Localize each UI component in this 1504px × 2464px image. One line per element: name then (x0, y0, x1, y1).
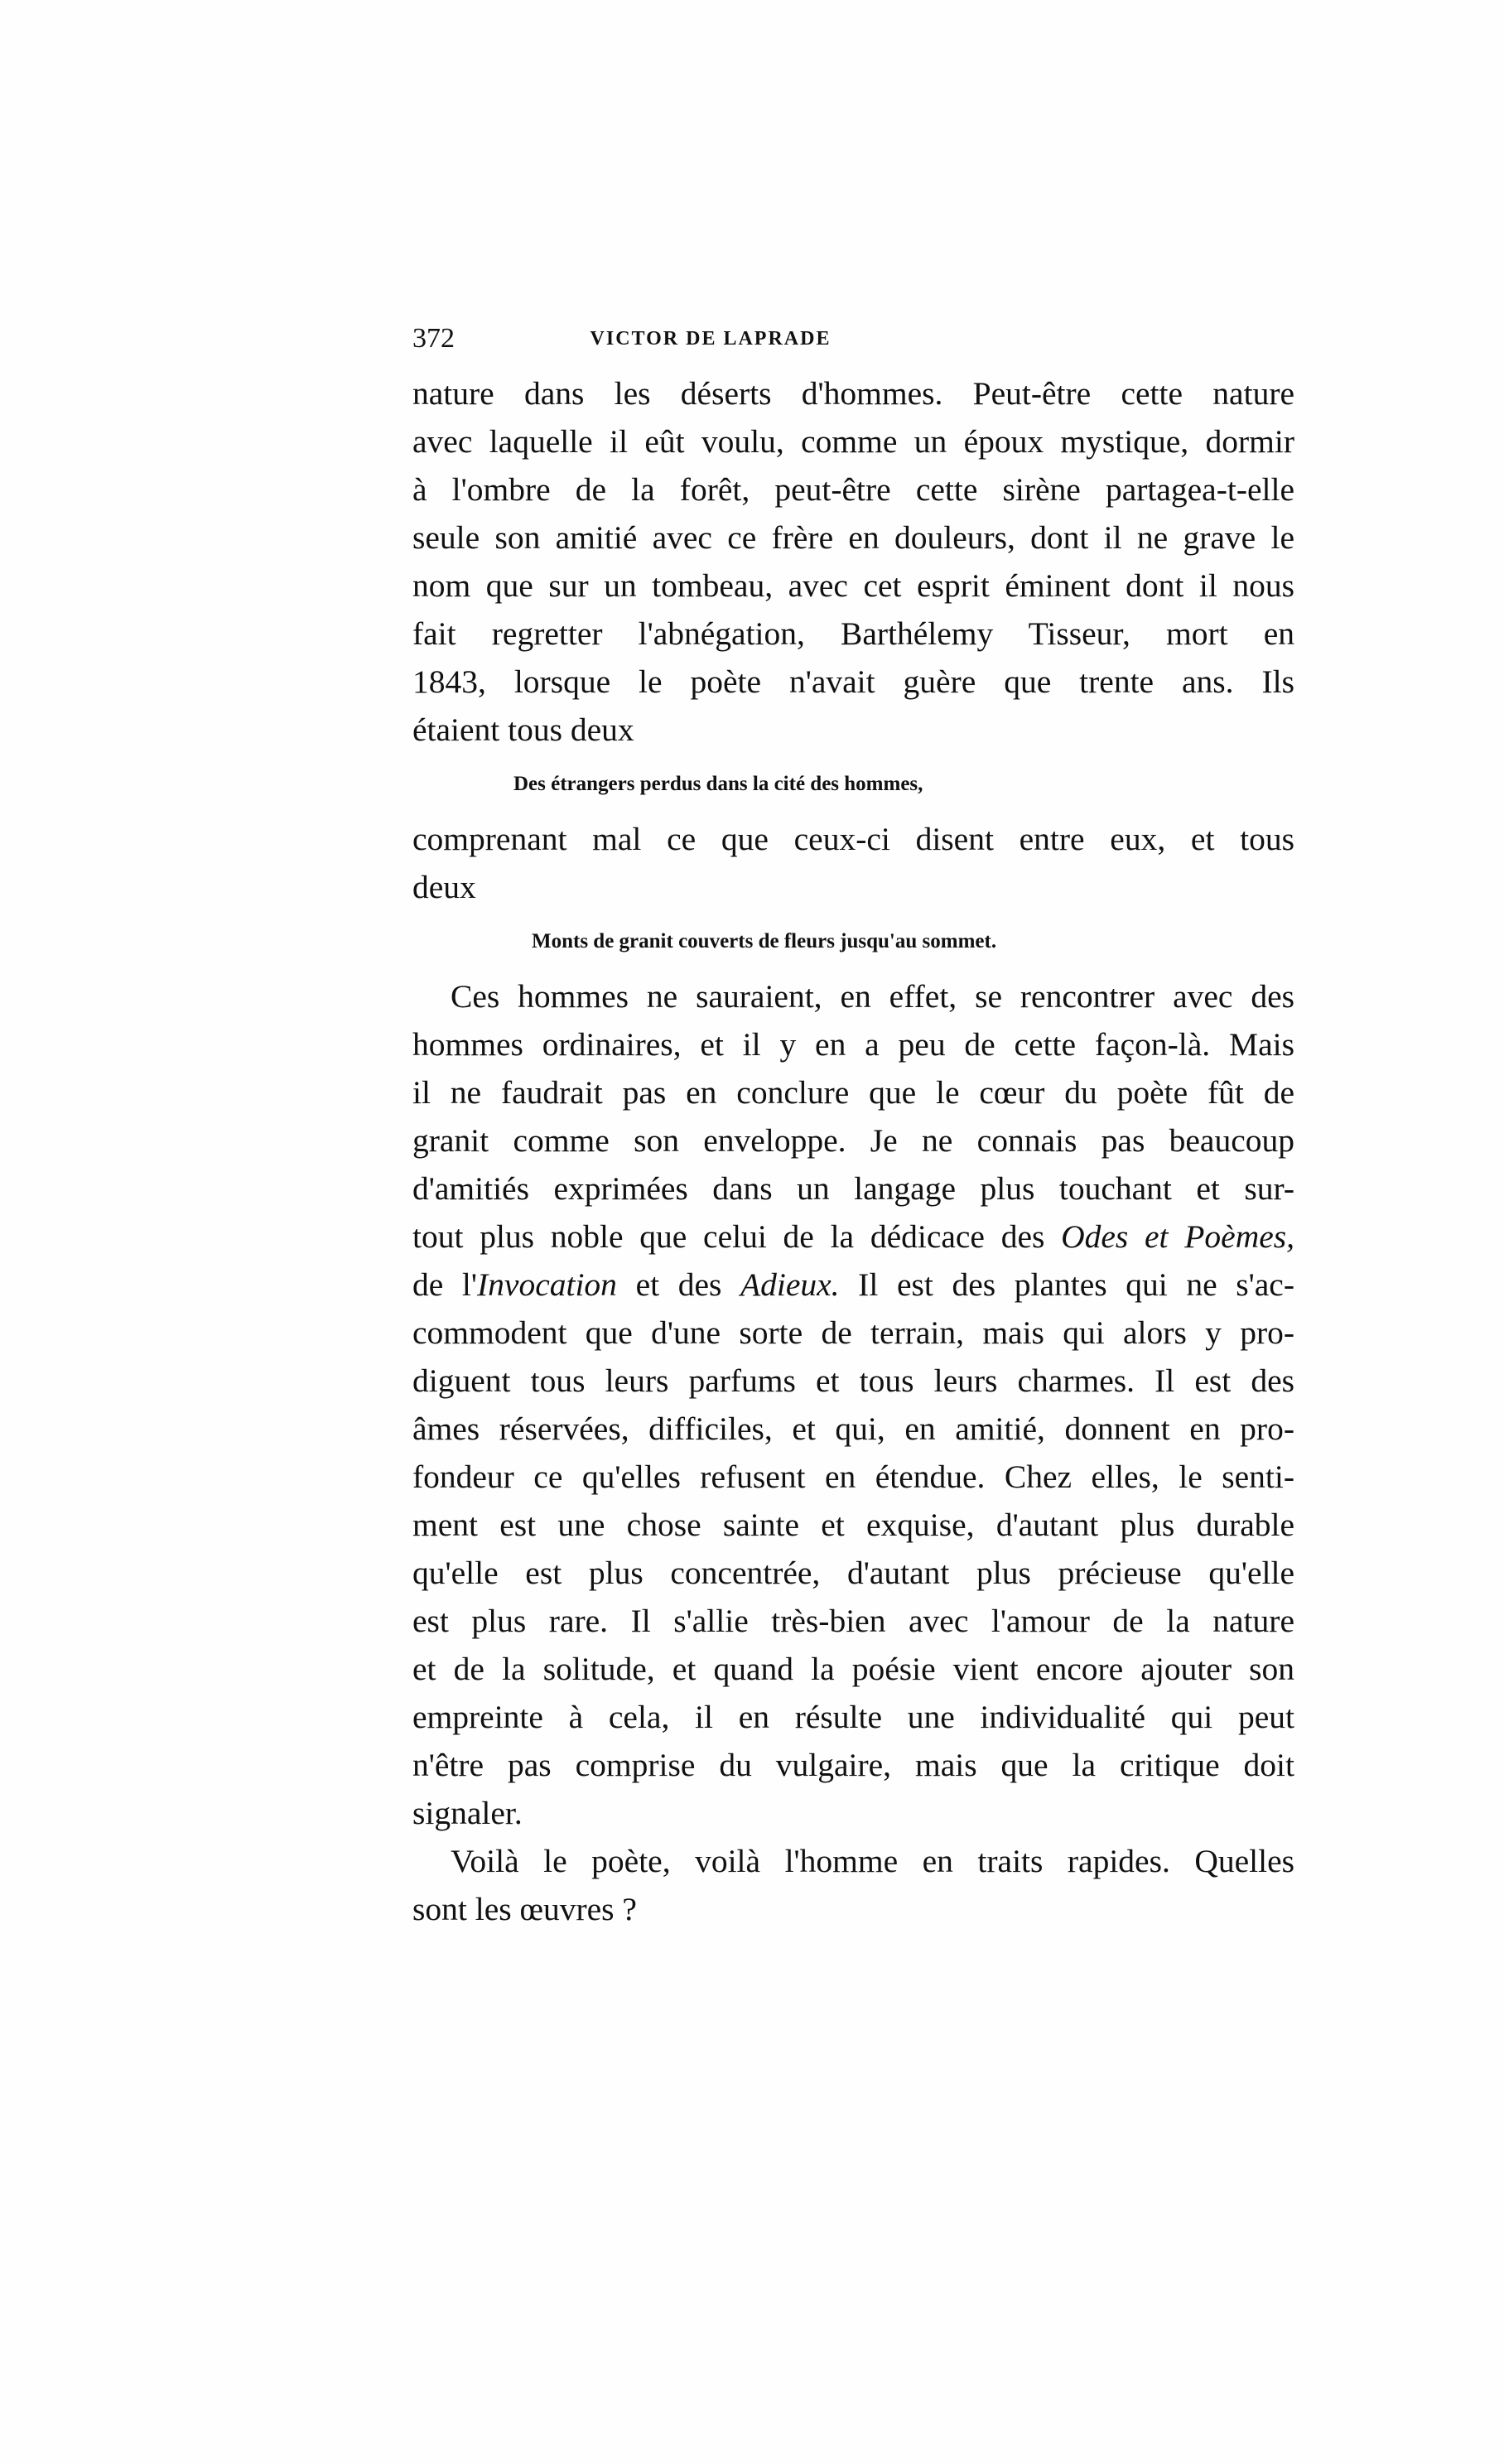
text-line: est plus rare. Il s'allie très-bien avec l'amour de la nature (412, 1603, 1294, 1639)
text-line: commodent que d'une sorte de terrain, mais qui alors y pro- (412, 1314, 1294, 1351)
text-line (412, 1213, 1294, 1261)
body-text (412, 369, 1294, 1933)
text-segment: tout plus noble que celui de la dédicace des (412, 1218, 1062, 1255)
text-line: avec laquelle il eût voulu, comme un époux mystique, dormir (412, 423, 1294, 460)
text-segment: et des (616, 1266, 740, 1303)
text-line: Voilà le poète, voilà l'homme en traits rapides. Quelles (451, 1843, 1294, 1879)
text-line: à l'ombre de la forêt, peut-être cette sirène partagea-t-elle (412, 471, 1294, 508)
text-line: fait regretter l'abnégation, Barthélemy Tisseur, mort en (412, 615, 1294, 652)
text-line: signaler. (412, 1795, 523, 1831)
running-head: VICTOR DE LAPRADE (590, 328, 832, 350)
text-line: étaient tous deux (412, 711, 634, 748)
text-line: 1843, lorsque le poète n'avait guère que trente ans. Ils (412, 663, 1294, 700)
italic-title: Adieux. (740, 1266, 840, 1303)
text-line: comprenant mal ce que ceux-ci disent entre eux, et tous (412, 821, 1294, 857)
text-line: nature dans les déserts d'hommes. Peut-être cette nature (412, 375, 1294, 412)
italic-title: Odes et Poèmes, (1061, 1218, 1294, 1255)
text-line: qu'elle est plus concentrée, d'autant plus précieuse qu'elle (412, 1555, 1294, 1591)
text-line: ment est une chose sainte et exquise, d'autant plus durable (412, 1507, 1294, 1543)
page-header (412, 318, 1009, 359)
text-line: granit comme son enveloppe. Je ne connais pas beaucoup (412, 1122, 1294, 1159)
text-line: empreinte à cela, il en résulte une individualité qui peut (412, 1699, 1294, 1735)
text-line: fondeur ce qu'elles refusent en étendue. Chez elles, le senti- (412, 1459, 1294, 1495)
text-line: il ne faudrait pas en conclure que le cœur du poète fût de (412, 1074, 1294, 1111)
text-line: deux (412, 869, 476, 905)
text-line: seule son amitié avec ce frère en douleurs, dont il ne grave le (412, 519, 1294, 556)
italic-title: Invocation (477, 1266, 617, 1303)
text-segment: de l' (412, 1266, 478, 1303)
text-line: nom que sur un tombeau, avec cet esprit éminent dont il nous (412, 567, 1294, 604)
text-line: sont les œuvres ? (412, 1891, 637, 1927)
text-line: diguent tous leurs parfums et tous leurs charmes. Il est des (412, 1362, 1294, 1399)
text-line: et de la solitude, et quand la poésie vient encore ajouter son (412, 1651, 1294, 1687)
text-segment: Il est des plantes qui ne s'ac- (839, 1266, 1294, 1303)
text-line: hommes ordinaires, et il y en a peu de cette façon-là. Mais (412, 1026, 1294, 1063)
text-line: Ces hommes ne sauraient, en effet, se rencontrer avec des (451, 978, 1294, 1015)
page-number: 372 (412, 323, 455, 354)
verse-quote: Monts de granit couverts de fleurs jusqu'au sommet. (532, 930, 997, 952)
text-line: n'être pas comprise du vulgaire, mais que la critique doit (412, 1747, 1294, 1783)
verse-quote: Des étrangers perdus dans la cité des hommes, (513, 773, 923, 795)
text-line: âmes réservées, difficiles, et qui, en amitié, donnent en pro- (412, 1410, 1294, 1447)
text-line: d'amitiés exprimées dans un langage plus touchant et sur- (412, 1170, 1294, 1207)
text-line (412, 1261, 1294, 1309)
